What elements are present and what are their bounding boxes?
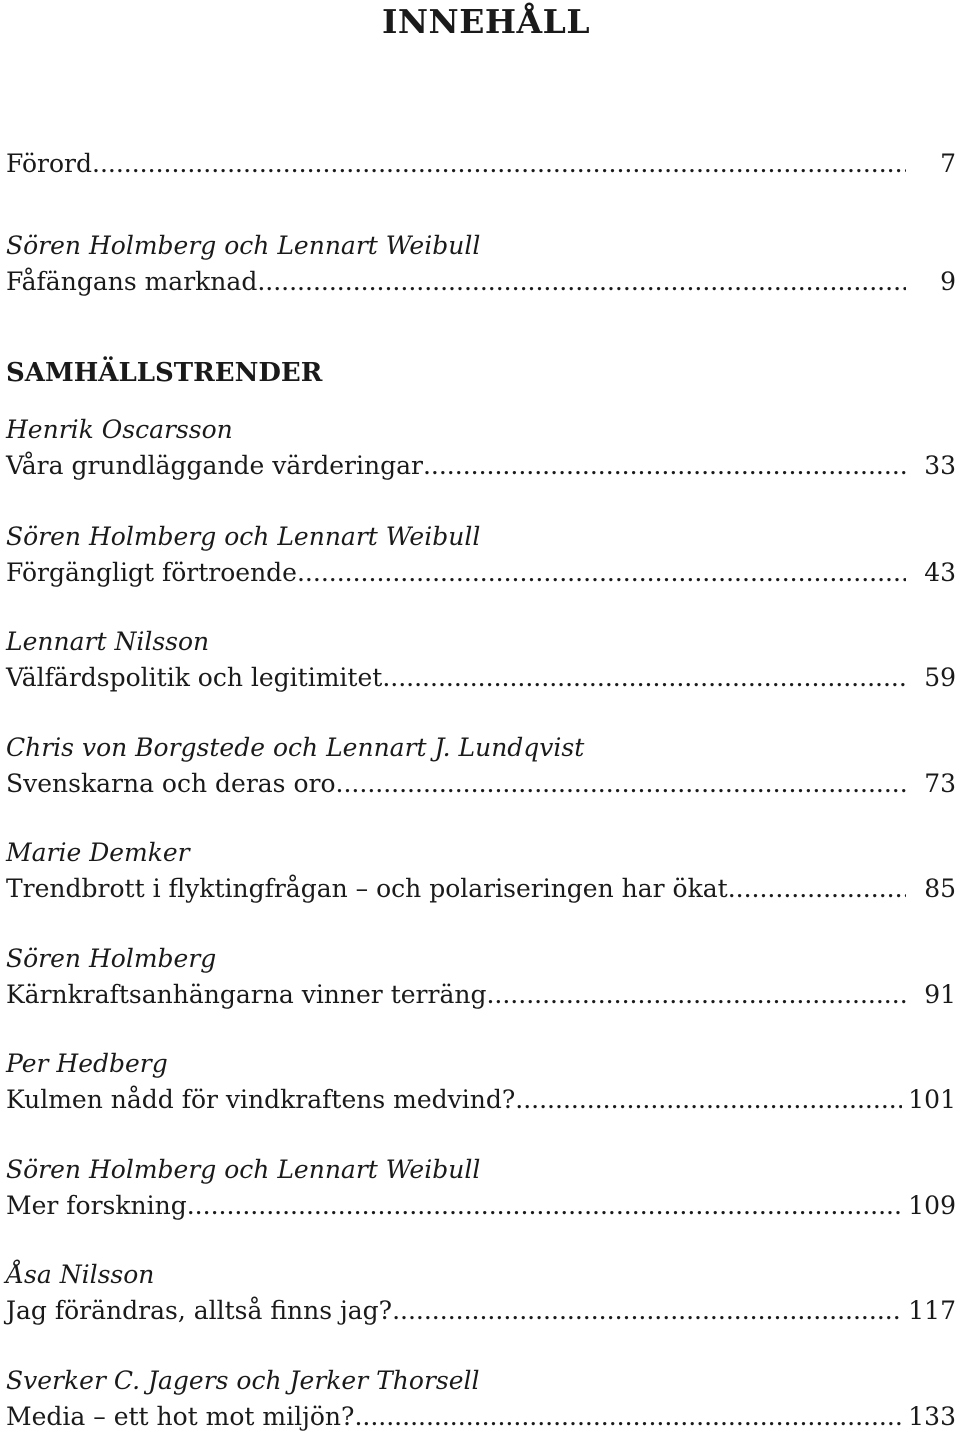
entry-title: Media – ett hot mot miljön? xyxy=(6,1402,355,1431)
toc-entry[interactable] xyxy=(6,660,956,692)
dot-leader xyxy=(297,558,906,587)
entry-author: Åsa Nilsson xyxy=(6,1260,155,1289)
entry-title: Mer forskning xyxy=(6,1191,187,1220)
page-title: INNEHÅLL xyxy=(381,2,591,41)
toc-entry[interactable] xyxy=(6,1082,956,1114)
entry-author: Henrik Oscarsson xyxy=(6,415,233,444)
entry-author: Sören Holmberg xyxy=(6,944,217,973)
page-number: 73 xyxy=(924,769,956,798)
entry-title: Förord xyxy=(6,149,92,178)
page-number: 43 xyxy=(924,558,956,587)
dot-leader xyxy=(486,980,906,1009)
page-number: 7 xyxy=(940,149,956,178)
page-number: 91 xyxy=(924,980,956,1009)
page-number: 117 xyxy=(908,1296,956,1325)
page-number: 59 xyxy=(924,663,956,692)
page-number: 9 xyxy=(940,267,956,296)
entry-author: Sverker C. Jagers och Jerker Thorsell xyxy=(6,1366,480,1395)
dot-leader xyxy=(354,1402,902,1431)
entry-author: Per Hedberg xyxy=(6,1049,168,1078)
page-number: 133 xyxy=(908,1402,956,1431)
dot-leader xyxy=(336,769,906,798)
dot-leader xyxy=(382,663,906,692)
dot-leader xyxy=(423,451,906,480)
entry-title: Våra grundläggande värderingar xyxy=(6,451,423,480)
entry-title: Kulmen nådd för vindkraftens medvind? xyxy=(6,1085,516,1114)
entry-title: Svenskarna och deras oro xyxy=(6,769,336,798)
toc-entry-intro[interactable] xyxy=(6,264,956,296)
dot-leader xyxy=(392,1296,902,1325)
entry-author: Sören Holmberg och Lennart Weibull xyxy=(6,522,481,551)
toc-entry[interactable] xyxy=(6,448,956,480)
toc-entry[interactable] xyxy=(6,1399,956,1431)
entry-author: Lennart Nilsson xyxy=(6,627,210,656)
entry-author: Chris von Borgstede och Lennart J. Lundqvist xyxy=(6,733,585,762)
entry-title: Förgängligt förtroende xyxy=(6,558,297,587)
toc-entry[interactable] xyxy=(6,871,956,903)
page-number: 33 xyxy=(924,451,956,480)
dot-leader xyxy=(187,1191,903,1220)
page-number: 101 xyxy=(908,1085,956,1114)
section-heading: SAMHÄLLSTRENDER xyxy=(6,358,323,388)
entry-title: Fåfängans marknad xyxy=(6,267,258,296)
toc-entry[interactable] xyxy=(6,766,956,798)
toc-entry[interactable] xyxy=(6,1188,956,1220)
toc-entry-foreword[interactable] xyxy=(6,146,956,178)
dot-leader xyxy=(728,874,906,903)
dot-leader xyxy=(257,267,906,296)
page-number: 85 xyxy=(924,874,956,903)
toc-entry[interactable] xyxy=(6,1293,956,1325)
entry-author: Sören Holmberg och Lennart Weibull xyxy=(6,231,481,260)
entry-author: Marie Demker xyxy=(6,838,190,867)
entry-title: Trendbrott i flyktingfrågan – och polariseringen har ökat xyxy=(6,874,728,903)
dot-leader xyxy=(92,149,906,178)
toc-entry[interactable] xyxy=(6,555,956,587)
entry-title: Jag förändras, alltså finns jag? xyxy=(6,1296,393,1325)
entry-title: Välfärdspolitik och legitimitet xyxy=(6,663,383,692)
entry-author: Sören Holmberg och Lennart Weibull xyxy=(6,1155,481,1184)
dot-leader xyxy=(515,1085,902,1114)
entry-title: Kärnkraftsanhängarna vinner terräng xyxy=(6,980,487,1009)
page-number: 109 xyxy=(908,1191,956,1220)
toc-entry[interactable] xyxy=(6,977,956,1009)
